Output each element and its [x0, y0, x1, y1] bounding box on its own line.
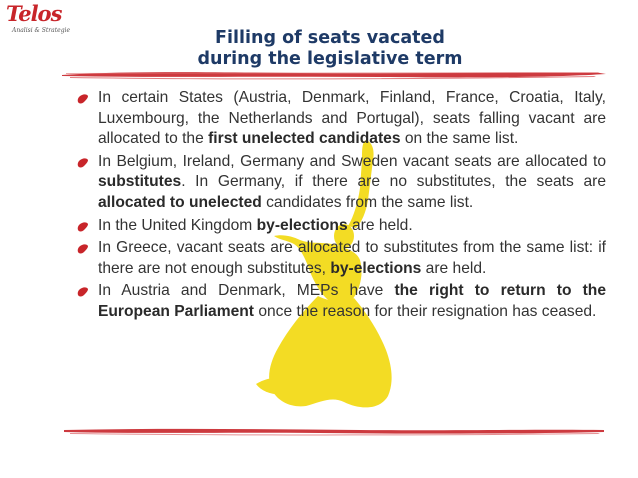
bullet-text — [98, 89, 606, 147]
telos-logo — [2, 1, 71, 38]
red-paint-drop-icon — [76, 286, 89, 298]
bullet-item — [76, 88, 606, 150]
bullet-text — [98, 217, 413, 234]
bullet-emphasis: by-elections — [330, 259, 422, 277]
slide-title-line-2: during the legislative term — [197, 49, 463, 69]
logo-tagline: Analisi & Strategie — [12, 27, 71, 34]
red-paint-drop-icon — [76, 221, 89, 233]
bullet-segment: candidates from the same list. — [261, 193, 474, 211]
bullet-item — [76, 238, 606, 279]
bullet-segment: In the United Kingdom — [98, 216, 257, 234]
bullet-segment: In Greece, vacant seats are allocated to substitutes from the same list: if there are not enough substitutes, — [98, 239, 606, 277]
bullet-text — [98, 153, 606, 211]
bullet-text — [98, 282, 606, 320]
bullet-item — [76, 152, 606, 214]
bullet-segment: In Belgium, Ireland, Germany and Sweden vacant seats are allocated to — [98, 152, 606, 170]
red-paint-drop-icon — [76, 243, 89, 255]
logo-wordmark: Telos — [6, 1, 62, 26]
bullet-segment: In certain States (Austria, Denmark, Finland, France, Croatia, Italy, Luxembourg, the Netherlands and Portugal), seats falling vacant are allocated to the — [98, 89, 606, 148]
red-brush-divider-bottom — [0, 424, 638, 438]
slide-title-line-1: Filling of seats vacated — [215, 28, 445, 48]
bullet-segment: are held. — [347, 216, 413, 234]
red-paint-drop-icon — [76, 157, 89, 169]
red-paint-drop-icon — [76, 93, 89, 105]
bullet-emphasis: substitutes — [98, 173, 182, 191]
bullet-emphasis: allocated to unelected — [98, 193, 262, 211]
slide-title — [130, 28, 530, 70]
bullet-segment: on the same list. — [400, 130, 519, 148]
bullet-emphasis: first unelected candidates — [208, 130, 401, 148]
bullet-emphasis: by-elections — [256, 216, 348, 234]
bullet-segment: are held. — [421, 259, 487, 277]
bullet-text — [98, 239, 606, 277]
bullet-item — [76, 281, 606, 322]
bullet-segment: In Austria and Denmark, MEPs have — [98, 282, 395, 300]
red-brush-divider-top — [0, 68, 638, 82]
bullet-segment: once the reason for their resignation has ceased. — [253, 302, 597, 320]
bullet-list — [76, 88, 606, 325]
bullet-item — [76, 216, 606, 237]
bullet-segment: . In Germany, if there are no substitutes, the seats are — [181, 173, 606, 191]
bullet-emphasis: the right to return to the European Parliament — [98, 282, 607, 320]
